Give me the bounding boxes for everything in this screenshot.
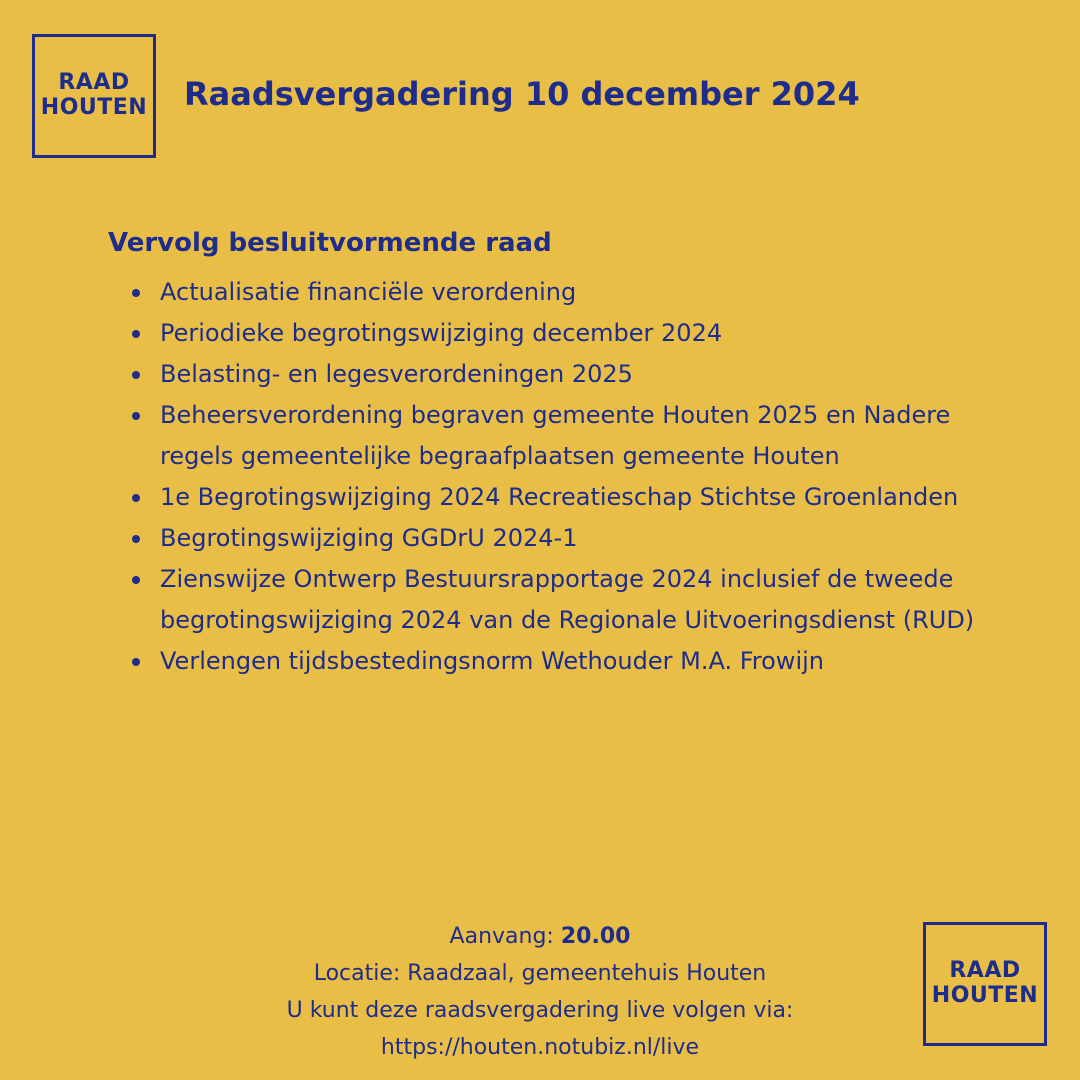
agenda-item: [132, 272, 992, 313]
raad-houten-logo-bottom: [923, 922, 1047, 1046]
agenda-item: [132, 313, 992, 354]
bullet-icon: [132, 658, 140, 666]
bullet-icon: [132, 330, 140, 338]
section-heading: Vervolg besluitvormende raad: [108, 228, 552, 258]
logo-line-raad: RAAD: [58, 70, 130, 96]
agenda-item-text: Verlengen tijdsbestedingsnorm Wethouder M.A. Frowijn: [160, 647, 824, 675]
bullet-icon: [132, 576, 140, 584]
start-time-label: Aanvang:: [449, 924, 561, 949]
agenda-item-text: Beheersverordening begraven gemeente Houten 2025 en Nadere regels gemeentelijke begraafplaatsen gemeente Houten: [160, 401, 951, 470]
agenda-item: [132, 559, 992, 641]
agenda-item: [132, 641, 992, 682]
page-title: Raadsvergadering 10 december 2024: [184, 75, 860, 113]
live-stream-text: U kunt deze raadsvergadering live volgen via:: [286, 998, 794, 1023]
bullet-icon: [132, 412, 140, 420]
agenda-item: [132, 518, 992, 559]
bullet-icon: [132, 535, 140, 543]
meeting-info: [230, 918, 850, 1066]
agenda-item-text: Begrotingswijziging GGDrU 2024-1: [160, 524, 578, 552]
location-line: Locatie: Raadzaal, gemeentehuis Houten: [313, 961, 767, 986]
bullet-icon: [132, 371, 140, 379]
agenda-item: [132, 395, 992, 477]
agenda-item-text: Periodieke begrotingswijziging december 2024: [160, 319, 723, 347]
start-time-value: 20.00: [560, 924, 631, 949]
agenda-item-text: 1e Begrotingswijziging 2024 Recreatieschap Stichtse Groenlanden: [160, 483, 959, 511]
raad-houten-logo-top: [32, 34, 156, 158]
bullet-icon: [132, 494, 140, 502]
bullet-icon: [132, 289, 140, 297]
live-stream-url: https://houten.notubiz.nl/live: [380, 1035, 700, 1060]
agenda-item-text: Zienswijze Ontwerp Bestuursrapportage 2024 inclusief de tweede begrotingswijziging 2024 van de Regionale Uitvoeringsdienst (RUD): [160, 565, 975, 634]
agenda-item-text: Actualisatie financiële verordening: [160, 278, 577, 306]
logo-line-houten: HOUTEN: [931, 983, 1039, 1008]
agenda-list: [132, 272, 992, 682]
agenda-item: [132, 354, 992, 395]
logo-line-raad: RAAD: [949, 958, 1021, 984]
agenda-item-text: Belasting- en legesverordeningen 2025: [160, 360, 633, 388]
logo-line-houten: HOUTEN: [40, 95, 148, 120]
agenda-item: [132, 477, 992, 518]
start-time-line: [230, 918, 850, 955]
